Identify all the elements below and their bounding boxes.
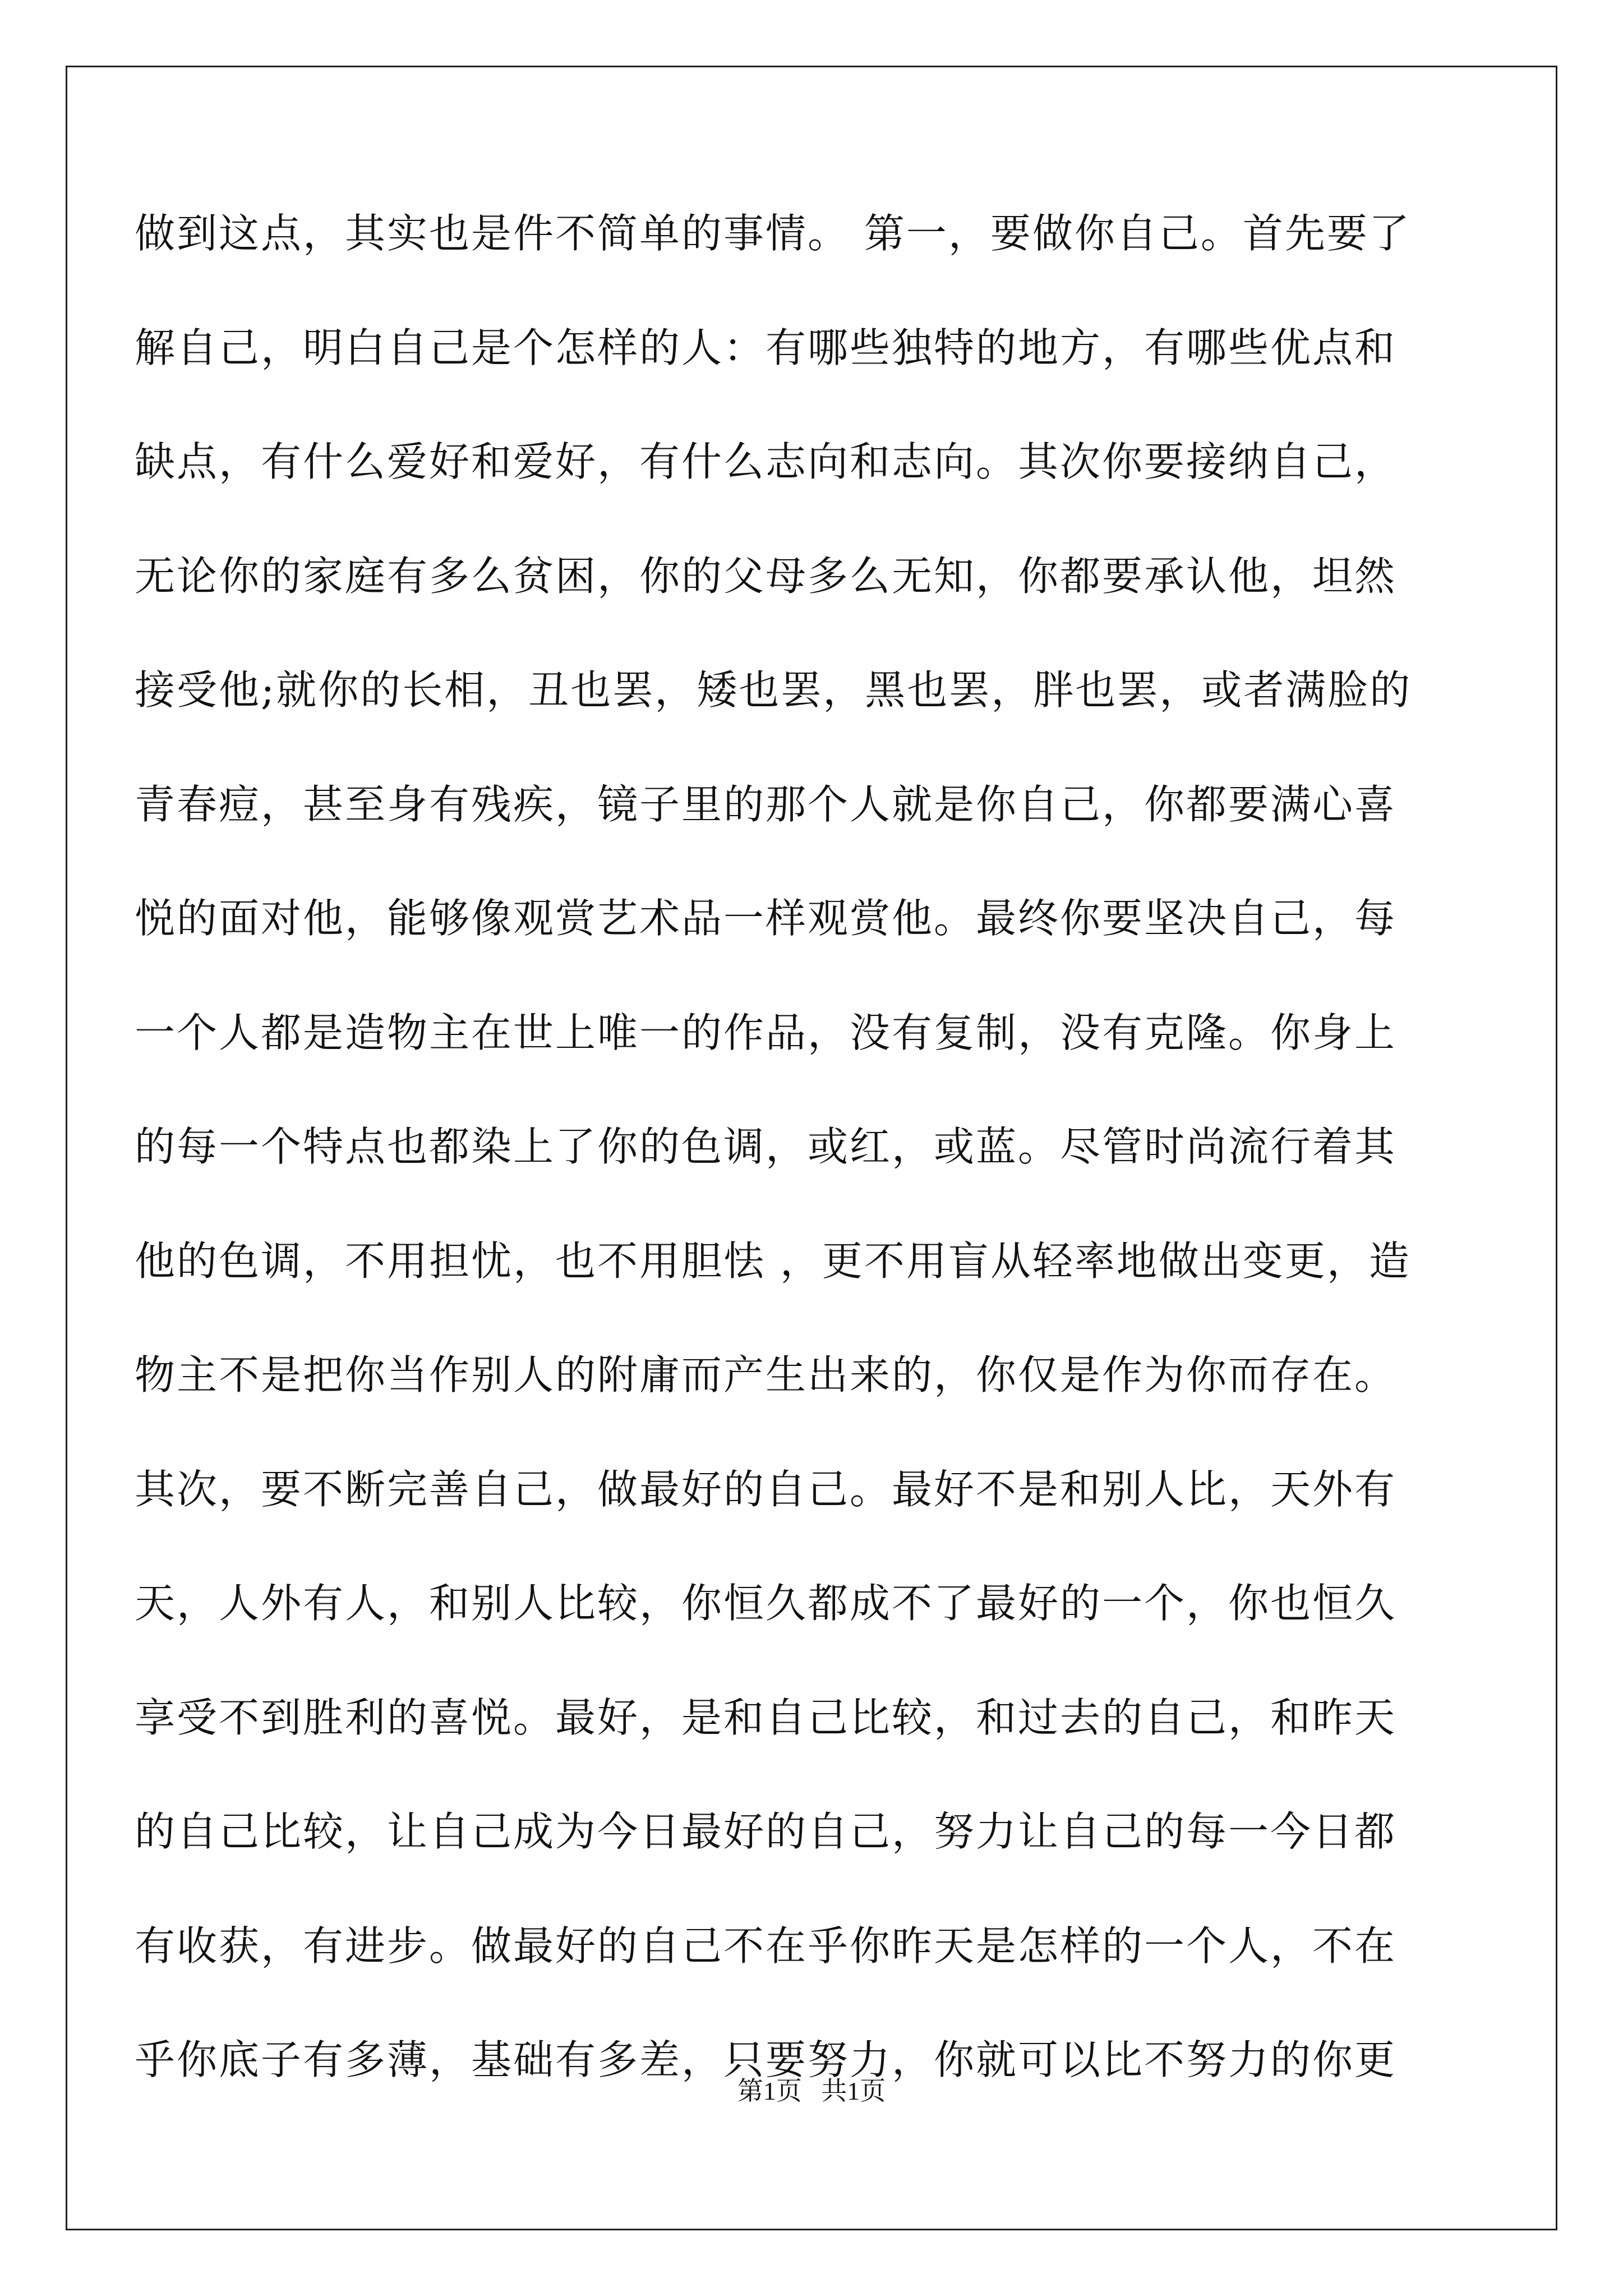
text-line: 乎你底子有多薄，基础有多差，只要努力，你就可以比不努力的你更 [135,2036,1397,2083]
text-line: 享受不到胜利的喜悦。最好，是和自己比较，和过去的自己，和昨天 [135,1694,1397,1741]
text-line: 缺点，有什么爱好和爱好，有什么志向和志向。其次你要接纳自己， [135,438,1397,485]
text-line: 做到这点，其实也是件不简单的事情。 第一，要做你自己。首先要了 [135,210,1411,257]
text-line: 物主不是把你当作别人的附庸而产生出来的，你仅是作为你而存在。 [135,1351,1397,1398]
text-line: 天，人外有人，和别人比较，你恒久都成不了最好的一个，你也恒久 [135,1580,1397,1627]
text-line: 有收获，有进步。做最好的自己不在乎你昨天是怎样的一个人，不在 [135,1922,1397,1970]
text-line: 解自己，明白自己是个怎样的人：有哪些独特的地方，有哪些优点和 [135,324,1397,371]
text-line: 的自己比较，让自己成为今日最好的自己，努力让自己的每一今日都 [135,1808,1397,1855]
text-line: 其次，要不断完善自己，做最好的自己。最好不是和别人比，天外有 [135,1465,1397,1513]
text-line: 青春痘，甚至身有残疾，镜子里的那个人就是你自己，你都要满心喜 [135,780,1397,828]
text-line: 的每一个特点也都染上了你的色调，或红，或蓝。尽管时尚流行着其 [135,1123,1397,1170]
text-line: 接受他;就你的长相，丑也罢，矮也罢，黑也罢，胖也罢，或者满脸的 [135,666,1412,714]
page-number-footer: 第1页 共1页 [737,2077,886,2105]
body-text [135,210,1486,2154]
text-line: 悦的面对他，能够像观赏艺术品一样观赏他。最终你要坚决自己，每 [135,895,1397,942]
text-line: 无论你的家庭有多么贫困，你的父母多么无知，你都要承认他，坦然 [135,552,1397,600]
text-line: 一个人都是造物主在世上唯一的作品，没有复制，没有克隆。你身上 [135,1009,1397,1056]
text-line: 他的色调，不用担忧，也不用胆怯 ，更不用盲从轻率地做出变更，造 [135,1237,1411,1285]
